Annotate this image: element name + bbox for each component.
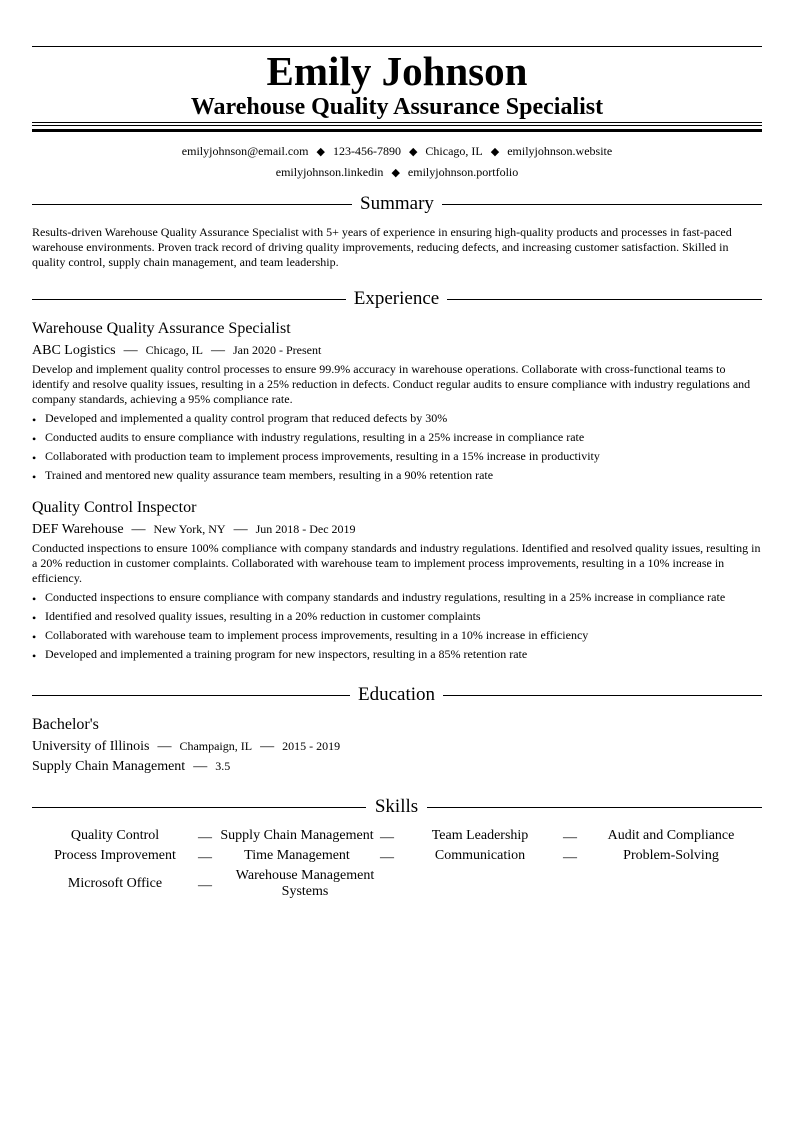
dash-separator: — [198, 830, 212, 845]
education-degree: Bachelor's [32, 716, 99, 733]
dash-separator: — [563, 830, 577, 845]
heading-rule-right [447, 299, 762, 300]
header-rule-1 [32, 122, 762, 123]
skills-row [32, 828, 762, 848]
section-title-experience: Experience [353, 288, 440, 309]
skills-row [32, 868, 762, 902]
contact-phone[interactable]: 123-456-7890 [332, 144, 401, 158]
job-dates: Jan 2020 - Present [232, 343, 322, 357]
education-location: Champaign, IL [179, 739, 253, 753]
dash-separator: — [193, 759, 208, 774]
contact-website[interactable]: emilyjohnson.website [507, 144, 613, 158]
education-field-line [32, 757, 230, 776]
bullet-icon: • [32, 592, 37, 606]
job-meta [32, 341, 321, 360]
contact-line-1 [32, 143, 762, 160]
dash-separator: — [198, 850, 212, 865]
heading-rule-right [442, 204, 762, 205]
experience-heading [32, 288, 762, 310]
bullet-icon: • [32, 413, 37, 427]
job-description: Develop and implement quality control processes to ensure 99.9% accuracy in warehouse operations. Collaborate with cross-functional teams to identify and resolve quality issues, resulting in a 25% reduction in defects. Conduct regular audits to ensure compliance with industry regulations and company standards, achieving a 95% compliance rate. [32, 362, 751, 406]
skill-item: Process Improvement [54, 848, 176, 863]
job-location: Chicago, IL [145, 343, 203, 357]
job-bullets [32, 411, 762, 487]
job-company: ABC Logistics [32, 343, 116, 358]
candidate-name: Emily Johnson [266, 48, 528, 94]
list-item: • Developed and implemented a quality control program that reduced defects by 30% [32, 411, 448, 427]
dash-separator: — [380, 830, 394, 845]
skill-item: Supply Chain Management [220, 828, 374, 843]
heading-rule-left [32, 695, 350, 696]
skill-item: Microsoft Office [67, 876, 163, 891]
skills-row [32, 848, 762, 868]
dash-separator: — [157, 739, 172, 754]
header-rule-thick [32, 129, 762, 132]
summary-text: Results-driven Warehouse Quality Assurance Specialist with 5+ years of experience in ensuring high-quality products and processes in fast-paced warehouse environments. Proven track record of driving quality improvements, reducing defects, and increasing customer satisfaction. Skilled in quality control, supply chain management, and team leadership. [32, 225, 732, 269]
candidate-title: Warehouse Quality Assurance Specialist [190, 94, 604, 120]
job-description: Conducted inspections to ensure 100% compliance with company standards and industry regulations. Identified and resolved quality issues, resulting in a 20% reduction in customer complaints. Collaborated with warehouse team to implement process improvements, resulting in a 10% increase in efficiency. [32, 541, 761, 585]
skill-item: Communication [434, 848, 526, 863]
job-location: New York, NY [153, 522, 226, 536]
dash-separator: — [563, 850, 577, 865]
skills-heading [32, 796, 762, 818]
list-item: • Collaborated with warehouse team to implement process improvements, resulting in a 10% increase in efficiency [32, 628, 589, 644]
education-meta [32, 737, 340, 756]
dash-separator: — [380, 850, 394, 865]
heading-rule-right [427, 807, 762, 808]
dash-separator: — [198, 878, 212, 893]
skill-item: Team Leadership [431, 828, 529, 843]
heading-rule-left [32, 204, 352, 205]
dash-separator: — [260, 739, 275, 754]
contact-portfolio[interactable]: emilyjohnson.portfolio [407, 165, 519, 179]
bullet-icon: • [32, 630, 37, 644]
diamond-separator-icon: ◆ [316, 146, 325, 158]
education-dates: 2015 - 2019 [282, 739, 341, 753]
education-school: University of Illinois [32, 739, 150, 754]
job-bullets [32, 590, 762, 666]
list-item: • Identified and resolved quality issues, resulting in a 20% reduction in customer complaints [32, 609, 481, 625]
dash-separator: — [210, 343, 225, 358]
section-title-skills: Skills [374, 796, 419, 817]
heading-rule-left [32, 807, 366, 808]
education-gpa: 3.5 [215, 759, 231, 773]
diamond-separator-icon: ◆ [408, 146, 418, 158]
bullet-icon: • [32, 470, 37, 484]
job-title: Warehouse Quality Assurance Specialist [32, 320, 291, 337]
heading-rule-right [443, 695, 762, 696]
bullet-icon: • [32, 432, 37, 446]
bullet-icon: • [32, 451, 37, 465]
skill-item: Audit and Compliance [607, 828, 735, 843]
contact-line-2 [32, 164, 762, 181]
header-rule-2 [32, 125, 762, 126]
bullet-icon: • [32, 611, 37, 625]
job-company: DEF Warehouse [32, 522, 124, 537]
job-dates: Jun 2018 - Dec 2019 [255, 522, 356, 536]
skill-item: Time Management [244, 848, 350, 863]
section-title-summary: Summary [360, 193, 434, 214]
education-heading [32, 684, 762, 706]
contact-linkedin[interactable]: emilyjohnson.linkedin [275, 165, 384, 179]
heading-rule-left [32, 299, 346, 300]
skill-item: Problem-Solving [623, 848, 719, 863]
summary-heading [32, 193, 762, 215]
skill-item: Warehouse Management Systems [235, 868, 375, 899]
skill-item: Quality Control [70, 828, 160, 843]
list-item: • Collaborated with production team to implement process improvements, resulting in a 15% increase in productivity [32, 449, 600, 465]
job-title: Quality Control Inspector [32, 499, 197, 516]
diamond-separator-icon: ◆ [490, 146, 500, 158]
list-item: • Conducted inspections to ensure compliance with company standards and industry regulations, resulting in a 25% increase in compliance rate [32, 590, 726, 606]
section-title-education: Education [357, 684, 436, 705]
dash-separator: — [233, 522, 248, 537]
education-field: Supply Chain Management [32, 759, 186, 774]
job-meta [32, 520, 356, 539]
bullet-icon: • [32, 649, 37, 663]
list-item: • Developed and implemented a training program for new inspectors, resulting in a 85% retention rate [32, 647, 528, 663]
contact-location: Chicago, IL [425, 144, 483, 158]
list-item: • Trained and mentored new quality assurance team members, resulting in a 90% retention rate [32, 468, 494, 484]
list-item: • Conducted audits to ensure compliance with industry regulations, resulting in a 25% increase in compliance rate [32, 430, 585, 446]
contact-email[interactable]: emilyjohnson@email.com [181, 144, 309, 158]
dash-separator: — [123, 343, 138, 358]
dash-separator: — [131, 522, 146, 537]
header-top-rule [32, 46, 762, 47]
diamond-separator-icon: ◆ [391, 167, 400, 179]
